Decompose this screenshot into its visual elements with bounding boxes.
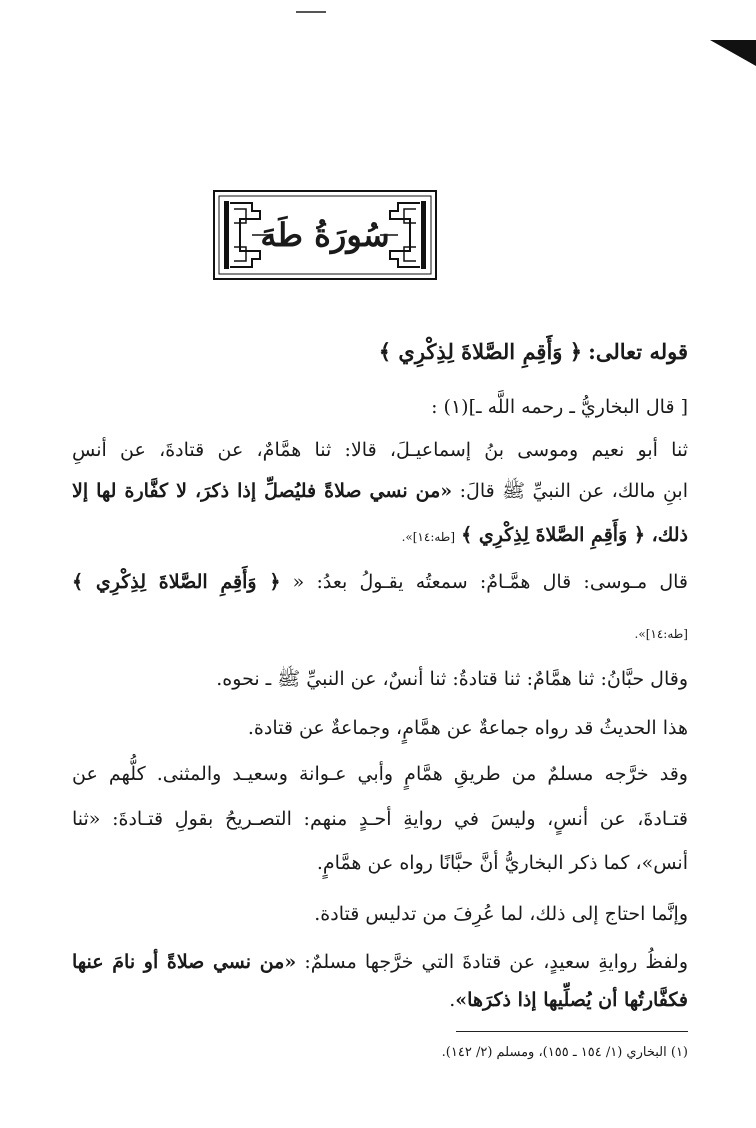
said-line-2-bold: فكفَّارتُها أن يُصلِّيها إذا ذكرَها»: [455, 989, 688, 1011]
said-line-1-plain: ولفظُ روايةِ سعيدٍ، عن قتادةَ التي خرَّجها مسلمٌ:: [304, 951, 688, 973]
musa-line-2-ref: [طه:١٤]».: [634, 627, 688, 641]
surah-title: سُورَةُ طَهَ: [260, 216, 390, 254]
habban-paragraph: وقال حبَّانُ: ثنا همَّامٌ: ثنا قتادةُ: ثنا أنسٌ، عن النبيِّ ﷺ ـ نحوه.: [216, 668, 688, 690]
muslim-line-1: وقد خرَّجه مسلمٌ من طريقِ همَّامٍ وأبي عـوانة وسعيـد والمثنى. كلُّهم عن: [72, 763, 688, 785]
said-line-1: [72, 948, 688, 976]
verse-heading: [72, 338, 688, 367]
hadith-line-2: [72, 477, 688, 505]
heading-lead: قوله تعالى:: [588, 339, 688, 364]
hadith-line-1: ثنا أبو نعيم وموسى بنُ إسماعيـلَ، قالا: ثنا همَّامٌ، عن قتادةَ، عن أنسِ: [72, 439, 688, 461]
musa-line-1-plain: قال مـوسى: قال همَّـامٌ: سمعتُه يقـولُ بعدُ: «: [292, 571, 688, 593]
said-line-1-bold: «من نسي صلاةً أو نامَ عنها: [72, 951, 297, 973]
musa-line-1: [72, 568, 688, 596]
jamaa-paragraph: هذا الحديثُ قد رواه جماعةٌ عن همَّامٍ، وجماعةٌ عن قتادة.: [247, 717, 688, 739]
hadith-line-2-plain: ابنِ مالك، عن النبيِّ ﷺ قالَ:: [459, 480, 688, 502]
muslim-line-3: أنس»، كما ذكر البخاريُّ أنَّ حبَّانًا رواه عن همَّامٍ.: [316, 852, 688, 874]
surah-title-frame: [212, 189, 438, 281]
hadith-line-3: [72, 521, 688, 551]
footnote: (١) البخاري (١/ ١٥٤ ـ ١٥٥)، ومسلم (٢/ ١٤٢).: [441, 1045, 688, 1060]
said-line-2: [72, 986, 688, 1014]
muslim-line-2: قتـادةَ، عن أنسٍ، وليسَ في روايةِ أحـدٍ منهم: التصـريحُ بقولِ قتـادةَ: «ثنا: [72, 808, 688, 830]
hadith-line-3-ref: [طه:١٤]».: [401, 530, 456, 544]
heading-verse: ﴿ وَأَقِمِ الصَّلاةَ لِذِكْرِي ﴾: [378, 339, 583, 364]
musa-line-1-bold: ﴿ وَأَقِمِ الصَّلاةَ لِذِكْرِي ﴾: [72, 571, 281, 593]
header-rule: [296, 11, 326, 13]
bukhari-intro: [ قال البخاريُّ ـ رحمه اللَّه ـ](١) :: [431, 396, 688, 418]
hadith-line-2-bold: «من نسي صلاةً فليُصلِّ إذا ذكرَ، لا كفَّارة لها إلا: [72, 480, 453, 502]
footnote-divider: [456, 1031, 688, 1032]
hadith-line-3-bold: ذلك، ﴿ وَأَقِمِ الصَّلاةَ لِذِكْرِي ﴾: [461, 524, 688, 546]
tadlis-paragraph: وإنَّما احتاج إلى ذلك، لما عُرِفَ من تدليس قتادة.: [314, 903, 688, 925]
page-corner-marker: [710, 40, 756, 66]
said-line-2-end: .: [449, 989, 456, 1011]
